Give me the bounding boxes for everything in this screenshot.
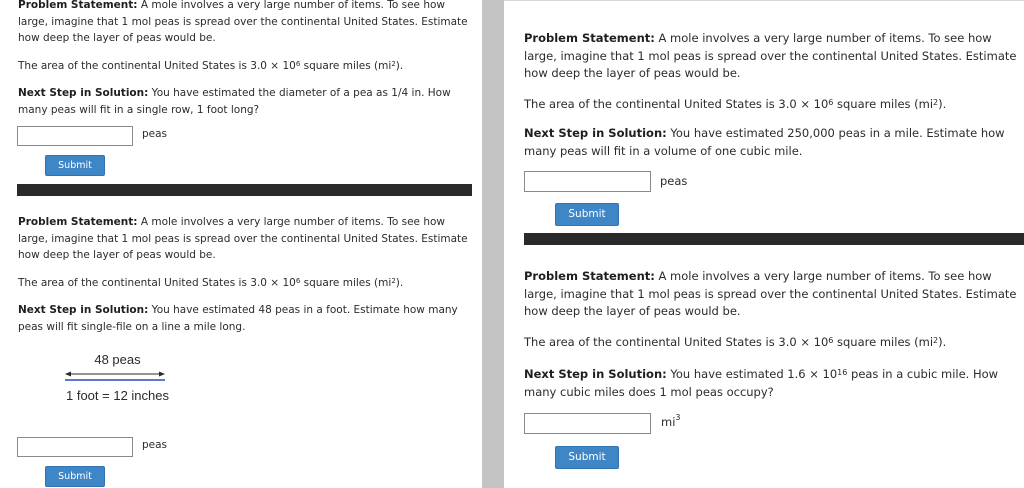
next-step-text: You have estimated 48 peas in a foot. Estimate how many peas will fit single-file on a line a mile long. xyxy=(18,304,458,333)
area-unit-text: square miles (mi xyxy=(833,335,934,349)
answer-input-step2[interactable] xyxy=(17,437,133,457)
answer-input-step4[interactable] xyxy=(524,413,651,434)
submit-button-step4[interactable]: Submit xyxy=(555,446,619,469)
unit-exponent: 3 xyxy=(675,413,681,422)
left-panel xyxy=(0,0,482,488)
problem-statement-label: Problem Statement: xyxy=(524,31,655,45)
submit-button-step2[interactable]: Submit xyxy=(45,466,105,487)
divider-bar-right xyxy=(524,233,1024,245)
unit-label-step2: peas xyxy=(142,439,168,451)
problem-statement-text: A mole involves a very large number of items. To see how large, imagine that 1 mol peas is spread over the continental United States. Estimate how deep the layer of peas would be. xyxy=(524,269,1017,318)
next-step-text: You have estimated 1.6 × 10 xyxy=(670,367,838,381)
unit-label-step1: peas xyxy=(142,128,168,140)
unit-base: mi xyxy=(661,415,676,429)
problem-statement-4 xyxy=(524,268,1022,321)
next-step-label: Next Step in Solution: xyxy=(18,87,149,99)
area-text: The area of the continental United States is 3.0 × 10 xyxy=(524,97,829,111)
next-step-label: Next Step in Solution: xyxy=(524,367,667,381)
area-end: ). xyxy=(395,277,404,289)
divider-bar-left xyxy=(17,184,472,196)
area-statement-4 xyxy=(524,334,1022,352)
area-exponent: 6 xyxy=(295,60,301,68)
problem-statement-label: Problem Statement: xyxy=(18,0,138,11)
right-panel xyxy=(504,0,1024,488)
area-unit-exponent: 2 xyxy=(391,277,396,285)
next-step-exponent: 16 xyxy=(837,368,848,377)
area-exponent: 6 xyxy=(828,336,834,345)
area-unit-text: square miles (mi xyxy=(300,277,392,289)
answer-input-step3[interactable] xyxy=(524,171,651,192)
next-step-2 xyxy=(18,302,463,335)
area-text: The area of the continental United States is 3.0 × 10 xyxy=(18,277,296,289)
area-unit-exponent: 2 xyxy=(933,336,939,345)
answer-input-step1[interactable] xyxy=(17,126,133,146)
next-step-4 xyxy=(524,366,1014,401)
area-exponent: 6 xyxy=(828,98,834,107)
problem-statement-label: Problem Statement: xyxy=(18,216,138,228)
panel-gutter xyxy=(482,0,504,488)
area-end: ). xyxy=(395,60,404,72)
figure-top-label: 48 peas xyxy=(94,352,141,367)
problem-statement-text: A mole involves a very large number of items. To see how large, imagine that 1 mol peas is spread over the continental United States. Estimate how deep the layer of peas would be. xyxy=(18,216,468,261)
area-end: ). xyxy=(938,335,947,349)
next-step-1 xyxy=(18,85,463,118)
next-step-text: You have estimated the diameter of a pea as 1/4 in. How many peas will fit in a single row, 1 foot long? xyxy=(18,87,451,116)
area-unit-exponent: 2 xyxy=(391,60,396,68)
next-step-label: Next Step in Solution: xyxy=(524,126,667,140)
next-step-text: You have estimated 250,000 peas in a mile. Estimate how many peas will fit in a volume of one cubic mile. xyxy=(524,126,1005,158)
area-unit-exponent: 2 xyxy=(933,98,939,107)
area-text: The area of the continental United States is 3.0 × 10 xyxy=(524,335,829,349)
area-text: The area of the continental United States is 3.0 × 10 xyxy=(18,60,296,72)
submit-button-step3[interactable]: Submit xyxy=(555,203,619,226)
next-step-label: Next Step in Solution: xyxy=(18,304,149,316)
problem-statement-text: A mole involves a very large number of items. To see how large, imagine that 1 mol peas is spread over the continental United States. Estimate how deep the layer of peas would be. xyxy=(524,31,1017,80)
next-step-3 xyxy=(524,125,1014,160)
problem-statement-2 xyxy=(18,214,473,264)
problem-statement-label: Problem Statement: xyxy=(524,269,655,283)
double-arrow-icon xyxy=(55,368,185,382)
problem-statement-3 xyxy=(524,30,1022,83)
next-step-text-end: peas in a cubic mile. How many cubic miles does 1 mol peas occupy? xyxy=(524,367,999,399)
area-statement-3 xyxy=(524,96,1022,114)
area-unit-text: square miles (mi xyxy=(300,60,392,72)
pea-row-figure xyxy=(55,352,185,412)
area-exponent: 6 xyxy=(295,277,301,285)
figure-bottom-label: 1 foot = 12 inches xyxy=(66,388,169,403)
problem-statement-text: A mole involves a very large number of items. To see how large, imagine that 1 mol peas is spread over the continental United States. Estimate how deep the layer of peas would be. xyxy=(18,0,468,44)
unit-label-step4 xyxy=(661,415,681,429)
unit-label-step3: peas xyxy=(660,174,688,188)
area-unit-text: square miles (mi xyxy=(833,97,934,111)
area-statement-2 xyxy=(18,275,473,292)
problem-statement-1 xyxy=(18,0,473,47)
area-statement-1 xyxy=(18,58,473,75)
submit-button-step1[interactable]: Submit xyxy=(45,155,105,176)
area-end: ). xyxy=(938,97,947,111)
